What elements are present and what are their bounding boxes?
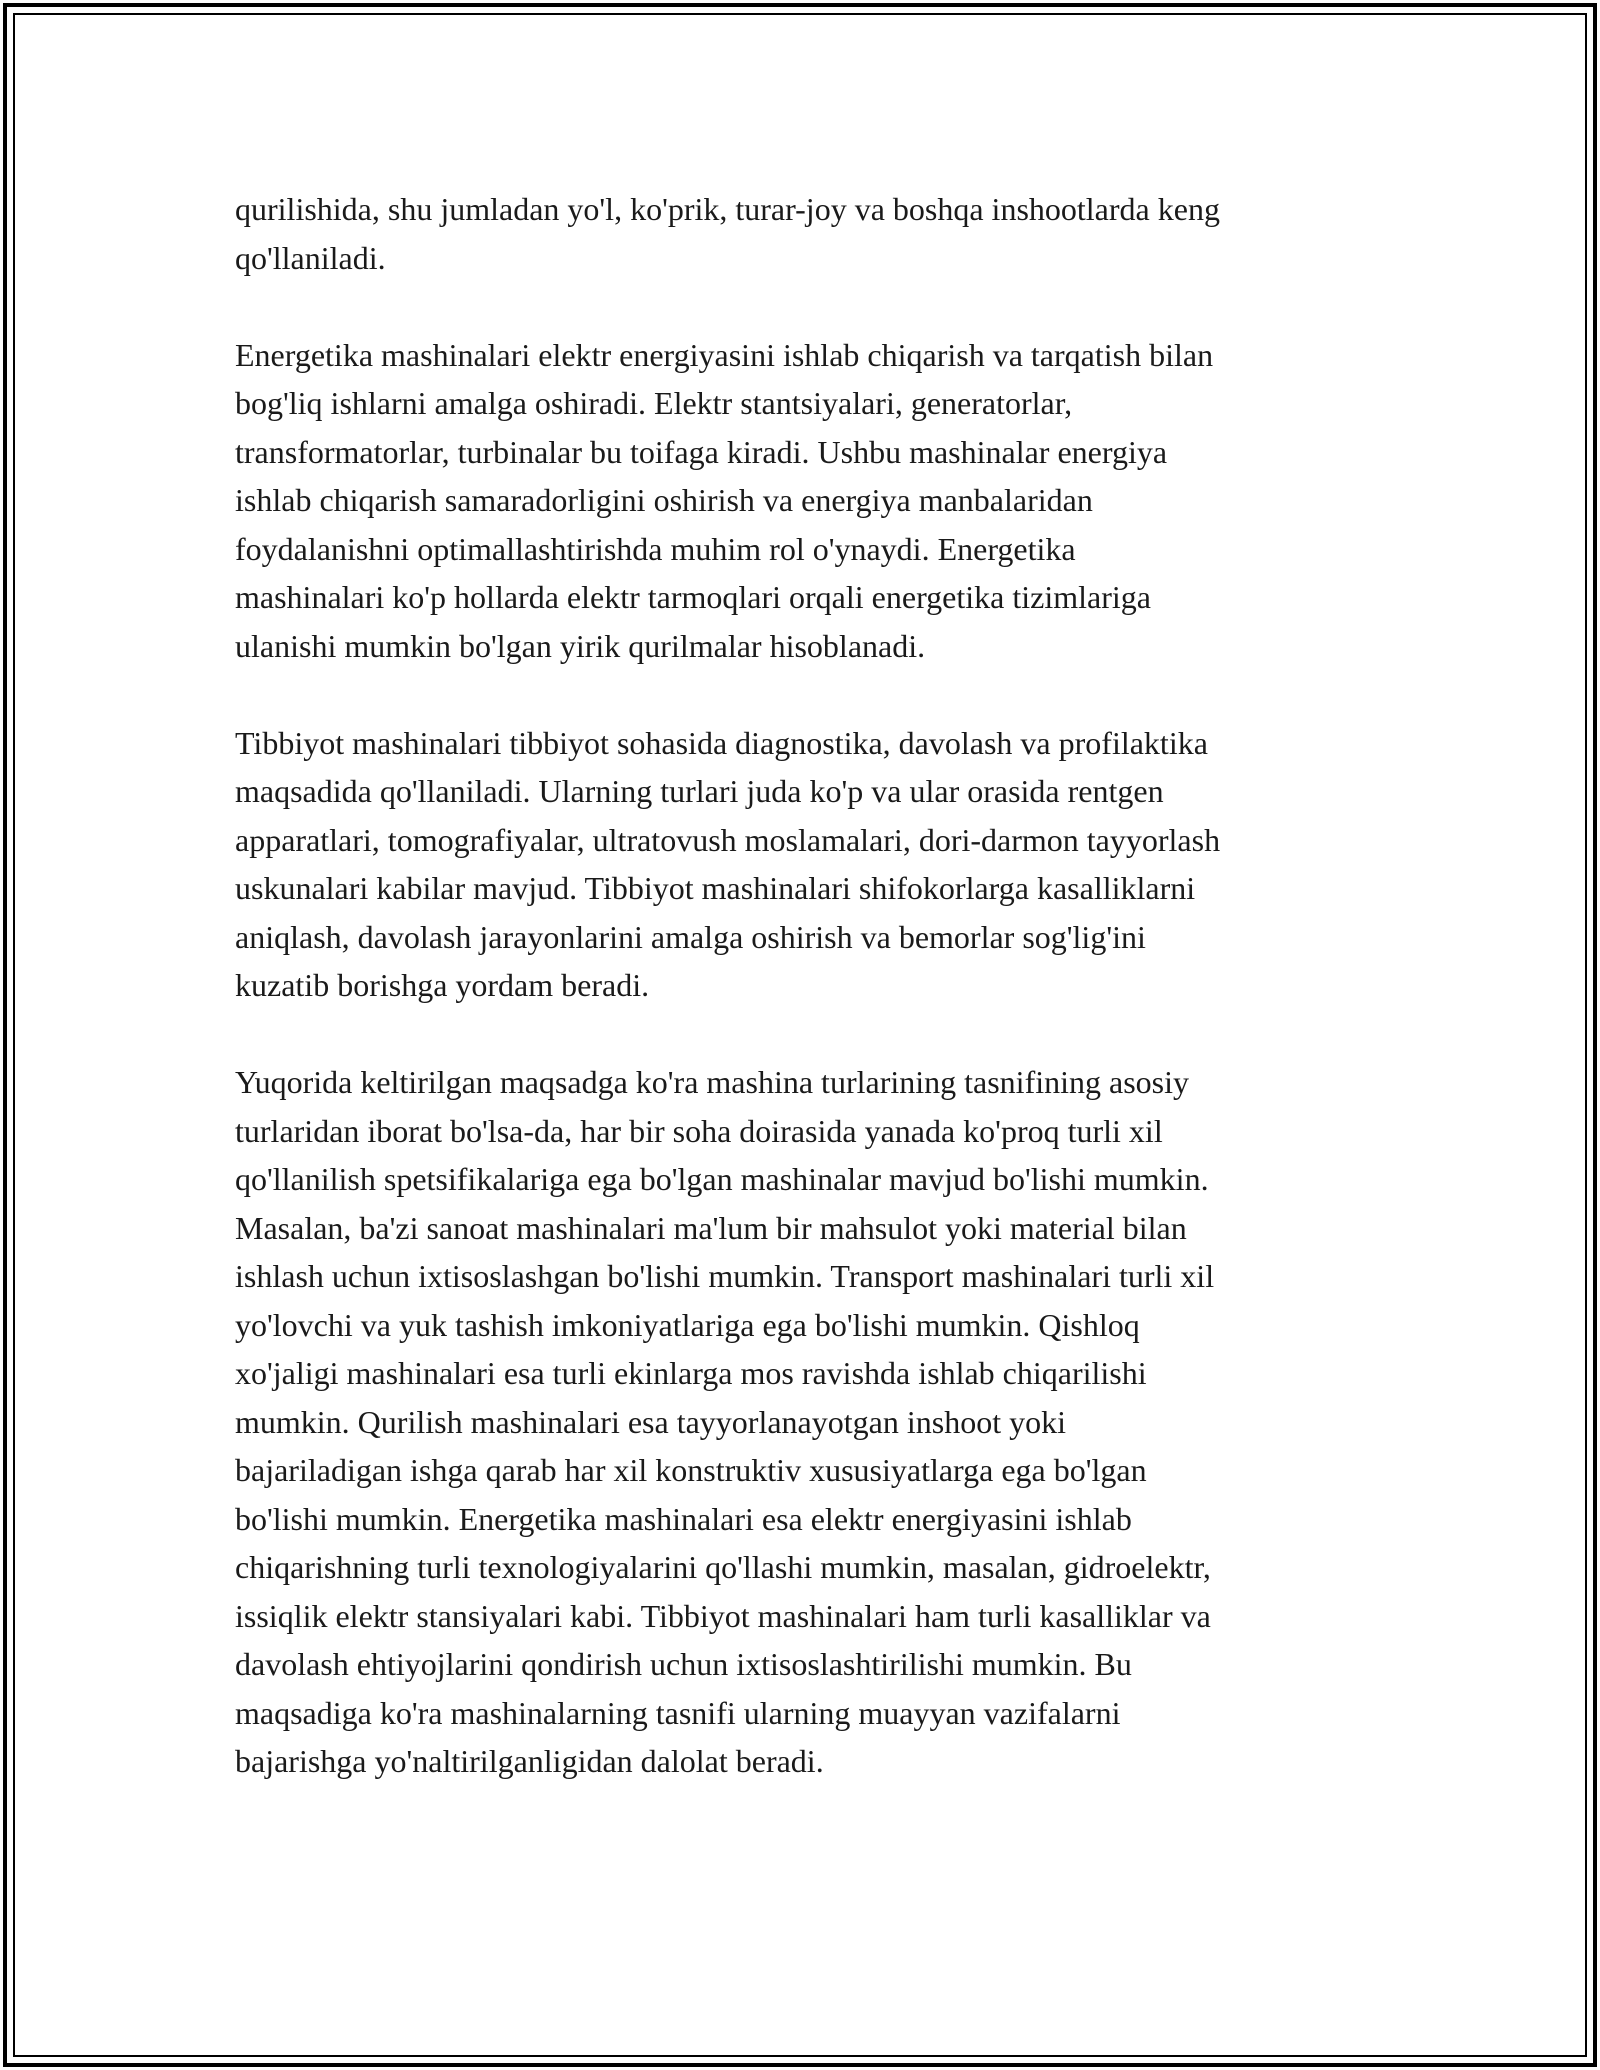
text-line: mashinalari ko'p hollarda elektr tarmoqlari orqali energetika tizimlariga — [235, 579, 1151, 615]
text-line: issiqlik elektr stansiyalari kabi. Tibbiyot mashinalari ham turli kasalliklar va — [235, 1597, 1211, 1634]
text-line: Masalan, ba'zi sanoat mashinalari ma'lum bir mahsulot yoki material bilan — [235, 1209, 1187, 1246]
document-body — [235, 185, 1395, 1786]
text-line: yo'lovchi va yuk tashish imkoniyatlariga ega bo'lishi mumkin. Qishloq — [235, 1306, 1140, 1343]
text-line: maqsadiga ko'ra mashinalarning tasnifi ularning muayyan vazifalarni — [235, 1694, 1121, 1731]
text-line: xo'jaligi mashinalari esa turli ekinlarga mos ravishda ishlab chiqarilishi — [235, 1355, 1147, 1391]
text-line: qurilishida, shu jumladan yo'l, ko'prik, turar-joy va boshqa inshootlarda keng — [235, 191, 1220, 227]
text-line: bo'lishi mumkin. Energetika mashinalari esa elektr energiyasini ishlab — [235, 1500, 1132, 1537]
text-line: bajariladigan ishga qarab har xil konstruktiv xususiyatlarga ega bo'lgan — [235, 1452, 1147, 1488]
paragraph-energy-machines — [235, 331, 1395, 671]
paragraph-construction-continued — [235, 185, 1395, 282]
text-line: bog'liq ishlarni amalga oshiradi. Elektr stantsiyalari, generatorlar, — [235, 385, 1073, 421]
text-line: chiqarishning turli texnologiyalarini qo'llashi mumkin, masalan, gidroelektr, — [235, 1549, 1211, 1585]
paragraph-classification-summary — [235, 1058, 1395, 1786]
text-line: Tibbiyot mashinalari tibbiyot sohasida diagnostika, davolash va profilaktika — [235, 724, 1208, 761]
paragraph-medical-machines — [235, 719, 1395, 1010]
text-line: ishlab chiqarish samaradorligini oshirish va energiya manbalaridan — [235, 482, 1093, 518]
text-line: mumkin. Qurilish mashinalari esa tayyorlanayotgan inshoot yoki — [235, 1403, 1066, 1440]
text-line: qo'llanilish spetsifikalariga ega bo'lgan mashinalar mavjud bo'lishi mumkin. — [235, 1161, 1209, 1197]
text-line: davolash ehtiyojlarini qondirish uchun ixtisoslashtirilishi mumkin. Bu — [235, 1646, 1132, 1682]
text-line: maqsadida qo'llaniladi. Ularning turlari juda ko'p va ular orasida rentgen — [235, 773, 1164, 809]
text-line: foydalanishni optimallashtirishda muhim rol o'ynaydi. Energetika — [235, 530, 1076, 567]
text-line: transformatorlar, turbinalar bu toifaga kiradi. Ushbu mashinalar energiya — [235, 433, 1168, 470]
text-line: ulanishi mumkin bo'lgan yirik qurilmalar hisoblanadi. — [235, 627, 926, 664]
text-line: kuzatib borishga yordam beradi. — [235, 967, 650, 1003]
text-line: bajarishga yo'naltirilganligidan dalolat beradi. — [235, 1743, 824, 1779]
text-line: qo'llaniladi. — [235, 239, 386, 276]
text-line: Yuqorida keltirilgan maqsadga ko'ra mashina turlarining tasnifining asosiy — [235, 1064, 1189, 1100]
text-line: aniqlash, davolash jarayonlarini amalga oshirish va bemorlar sog'lig'ini — [235, 918, 1146, 955]
text-line: apparatlari, tomografiyalar, ultratovush moslamalari, dori-darmon tayyorlash — [235, 821, 1221, 858]
text-line: ishlash uchun ixtisoslashgan bo'lishi mumkin. Transport mashinalari turli xil — [235, 1258, 1215, 1294]
text-line: Energetika mashinalari elektr energiyasini ishlab chiqarish va tarqatish bilan — [235, 336, 1214, 373]
text-line: turlaridan iborat bo'lsa-da, har bir soha doirasida yanada ko'proq turli xil — [235, 1112, 1163, 1149]
text-line: uskunalari kabilar mavjud. Tibbiyot mashinalari shifokorlarga kasalliklarni — [235, 870, 1196, 906]
